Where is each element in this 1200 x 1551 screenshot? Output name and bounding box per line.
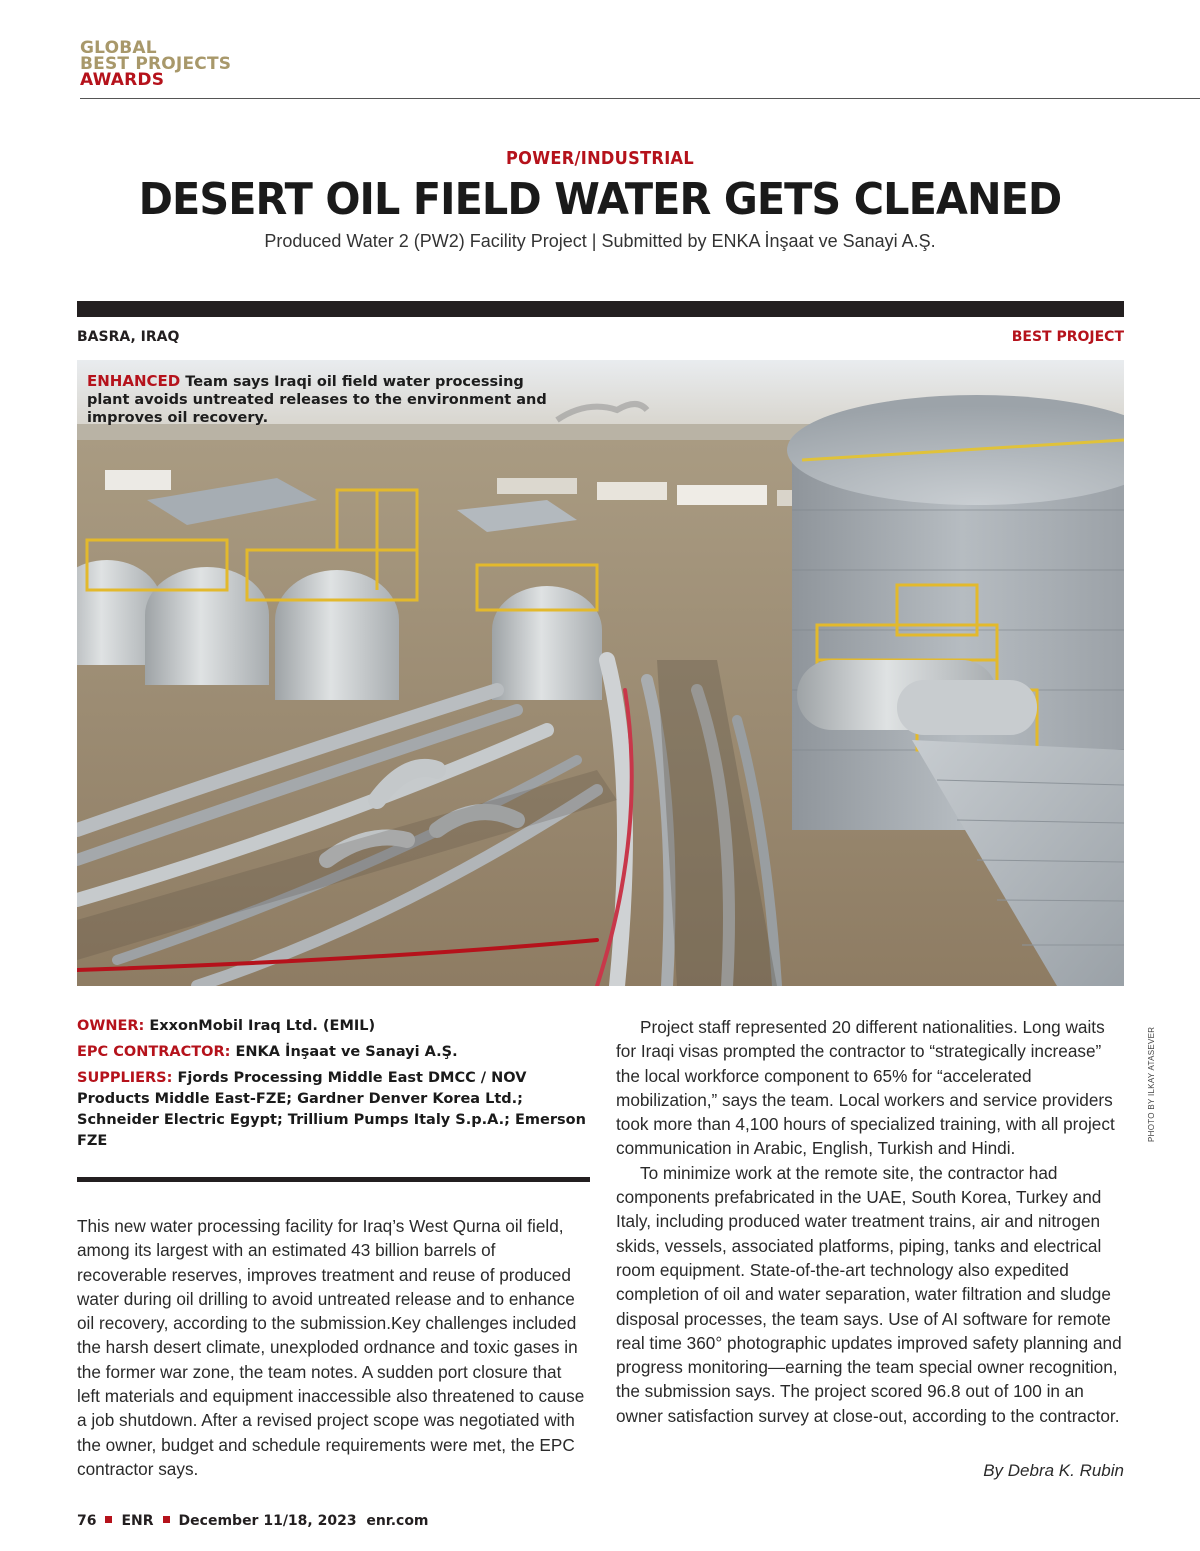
footer-bullet [163,1516,170,1523]
awards-logo [80,40,231,88]
owner-label: OWNER: [77,1018,145,1034]
page-footer [77,1513,429,1529]
project-photo [77,360,1124,986]
body-paragraph: To minimize work at the remote site, the contractor had components prefabricated in the UAE, South Korea, Turkey and Italy, including produced water treatment trains, air and nitrogen skids, vessels, associated platforms, piping, tanks and electrical room equipment. State-of-the-art technology also expedited completion of oil and water separation, water filtration and sludge disposal processes, the team says. Use of AI software for remote real time 360° photographic updates improved safety planning and progress monitoring—earning the team special owner recognition, the submission says. The project scored 96.8 out of 100 in an owner satisfaction survey at close-out, according to the contractor. [616,1162,1122,1426]
location-label: BASRA, IRAQ [77,329,180,345]
caption-keyword: ENHANCED [87,372,181,390]
credits-divider [77,1177,590,1182]
plant-illustration [77,360,1124,986]
page-number: 76 [77,1513,97,1529]
website-link[interactable]: enr.com [366,1513,429,1529]
issue-date: December 11/18, 2023 [178,1513,357,1529]
suppliers-value: Fjords Processing Middle East DMCC / NOV Products Middle East-FZE; Gardner Denver Korea Ltd.; Schneider Electric Egypt; Trillium Pumps Italy S.p.A.; Emerson FZE [77,1070,586,1149]
magazine-name: ENR [121,1513,154,1529]
suppliers-credit [77,1068,589,1152]
award-label: BEST PROJECT [1011,329,1124,345]
header-divider [80,98,1200,99]
body-column-left [77,1214,589,1481]
byline: By Debra K. Rubin [983,1461,1124,1480]
owner-value: ExxonMobil Iraq Ltd. (EMIL) [149,1018,376,1034]
footer-bullet [105,1516,112,1523]
subhead: Produced Water 2 (PW2) Facility Project | Submitted by ENKA İnşaat ve Sanayi A.Ş. [264,231,936,251]
photo-caption [87,372,557,427]
body-paragraph: Project staff represented 20 different nationalities. Long waits for Iraqi visas prompted the contractor to “strategically increase” the local workforce component to 65% for “accelerated mobilization,” says the team. Local workers and service providers took more than 4,100 hours of specialized training, with all project communication in Arabic, English, Turkish and Hindi. [616,1017,1115,1159]
suppliers-label: SUPPLIERS: [77,1070,173,1086]
epc-label: EPC CONTRACTOR: [77,1044,231,1060]
awards-logo-line2: BEST PROJECTS [80,54,232,74]
awards-logo-line1: GLOBAL [80,38,157,58]
thick-divider [77,301,1124,317]
epc-credit [77,1042,589,1063]
awards-logo-line3: AWARDS [80,70,165,90]
epc-value: ENKA İnşaat ve Sanayi A.Ş. [235,1044,458,1060]
headline: DESERT OIL FIELD WATER GETS CLEANED [138,174,1062,225]
section-label: POWER/INDUSTRIAL [506,148,694,169]
caption-text: Team says Iraqi oil field water processing plant avoids untreated releases to the environment and improves oil recovery. [87,374,547,426]
body-column-right [616,1015,1124,1428]
owner-credit [77,1016,589,1037]
photo-credit: PHOTO BY ILKAY ATASEVER [1147,1026,1156,1142]
body-paragraph: This new water processing facility for Iraq’s West Qurna oil field, among its largest with an estimated 43 billion barrels of recoverable reserves, improves treatment and reuse of produced water during oil drilling to avoid untreated release and to enhance oil recovery, according to the submission.Key challenges included the harsh desert climate, unexploded ordnance and toxic gases in the former war zone, the team notes. A sudden port closure that left materials and equipment inaccessible also threatened to cause a job shutdown. After a revised project scope was negotiated with the owner, budget and schedule requirements were met, the EPC contractor says. [77,1216,585,1479]
project-credits [77,1016,589,1157]
